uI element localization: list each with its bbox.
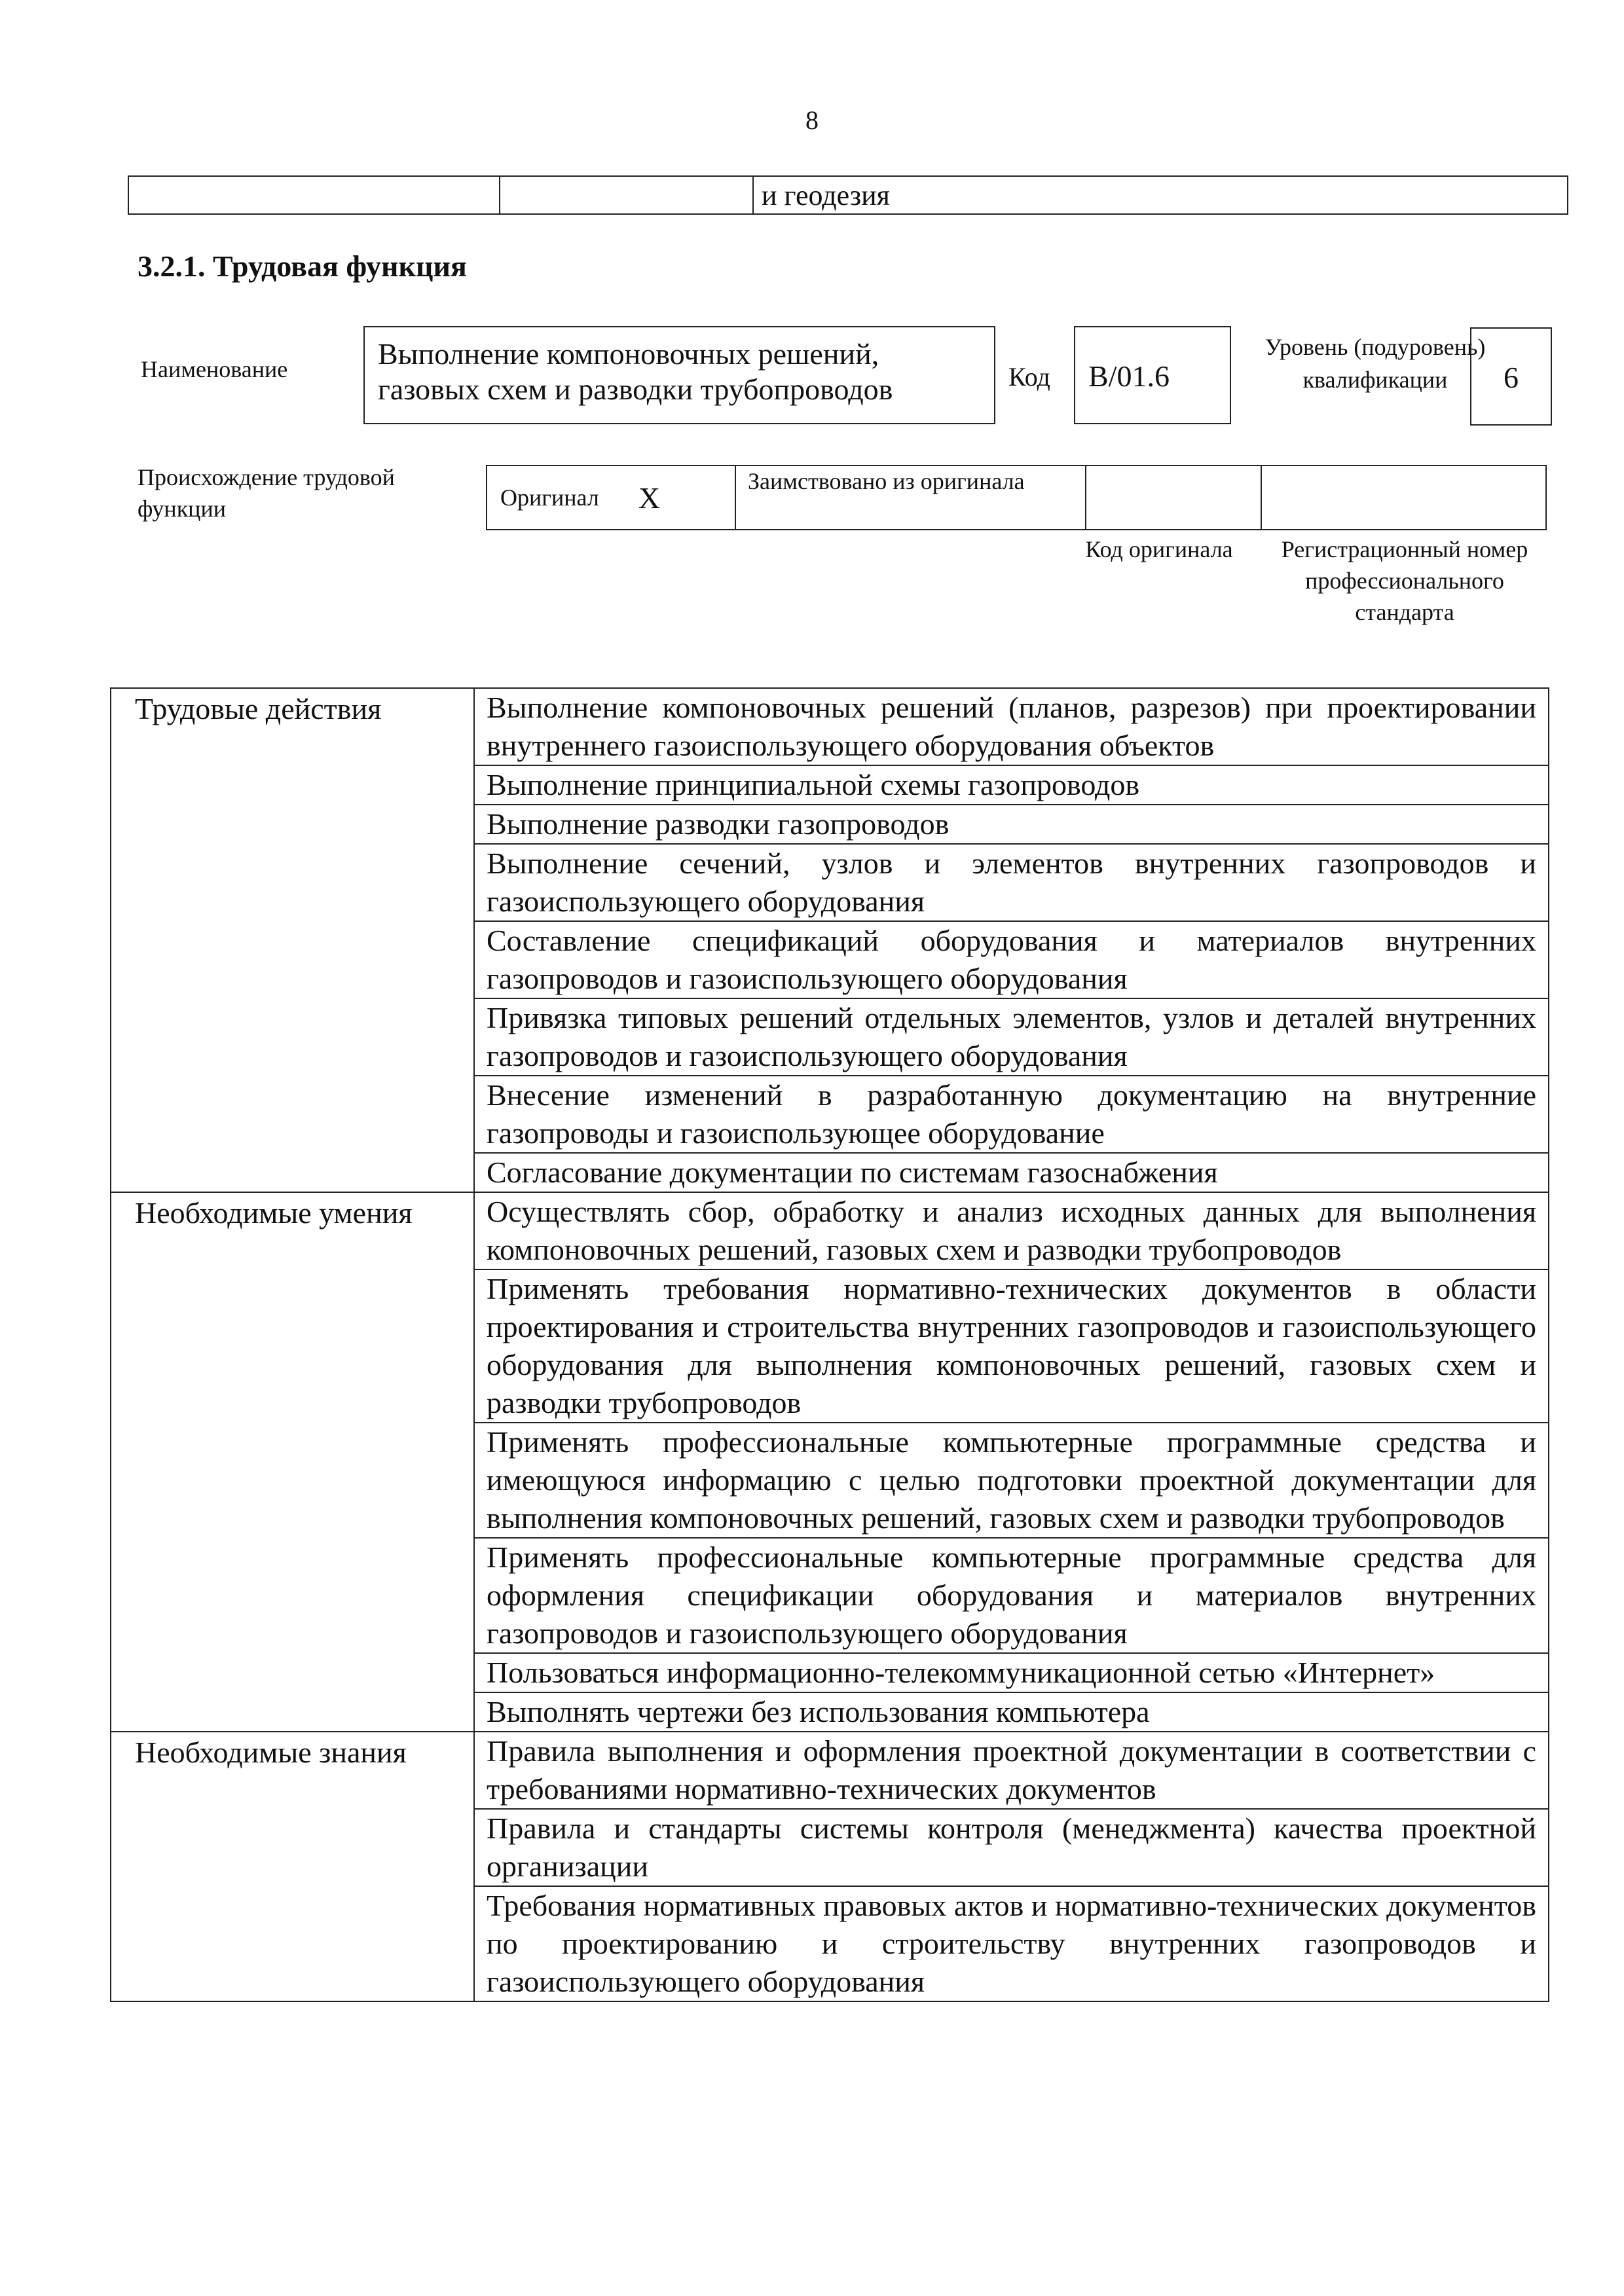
table-row (111, 1732, 1549, 1809)
registration-number-caption: Регистрационный номер профессионального стандарта (1281, 536, 1528, 625)
table-cell: Выполнение компоновочных решений (планов, разрезов) при проектировании внутреннего газоиспользующего оборудования объектов (474, 688, 1549, 765)
function-name-box: Выполнение компоновочных решений, газовых схем и разводки трубопроводов (363, 326, 995, 424)
table-cell: Применять профессиональные компьютерные программные средства для оформления спецификации оборудования и материалов внутренних газопроводов и газоиспользующего оборудования (474, 1538, 1549, 1653)
table-cell: Выполнять чертежи без использования компьютера (474, 1692, 1549, 1732)
original-mark: X (638, 481, 661, 515)
continuation-cell-3: и геодезия (762, 179, 890, 211)
category-labor-actions: Трудовые действия (111, 688, 474, 1192)
page-number: 8 (805, 105, 819, 135)
continuation-cell-1 (129, 177, 500, 213)
table-cell: Применять профессиональные компьютерные программные средства и имеющуюся информацию с целью подготовки проектной документации для выполнения компоновочных решений, газовых схем и разводки трубопроводов (474, 1423, 1549, 1538)
table-cell: Составление спецификаций оборудования и материалов внутренних газопроводов и газоиспользующего оборудования (474, 921, 1549, 998)
origin-reg-number-cell (1262, 466, 1545, 529)
name-label: Наименование (141, 356, 288, 382)
origin-original-cell (487, 466, 736, 529)
table-cell: Внесение изменений в разработанную документацию на внутренние газопроводы и газоиспользующее оборудование (474, 1076, 1549, 1153)
table-row (111, 1192, 1549, 1269)
labor-function-table (110, 687, 1549, 2002)
origin-table (486, 465, 1547, 530)
table-cell: Правила и стандарты системы контроля (менеджмента) качества проектной организации (474, 1809, 1549, 1886)
original-code-caption: Код оригинала (1085, 536, 1233, 562)
table-cell: Привязка типовых решений отдельных элементов, узлов и деталей внутренних газопроводов и газоиспользующего оборудования (474, 998, 1549, 1076)
table-row (111, 688, 1549, 765)
table-cell: Пользоваться информационно-телекоммуникационной сетью «Интернет» (474, 1653, 1549, 1692)
code-label: Код (1008, 362, 1050, 392)
origin-borrowed-cell: Заимствовано из оригинала (736, 466, 1086, 529)
function-code-box: В/01.6 (1074, 326, 1231, 424)
table-cell: Применять требования нормативно-технических документов в области проектирования и строительства внутренних газопроводов и газоиспользующего оборудования для выполнения компоновочных решений, газовых схем и разводки трубопроводов (474, 1269, 1549, 1423)
section-heading: 3.2.1. Трудовая функция (138, 249, 467, 283)
qualification-level-label: Уровень (подуровень) квалификации (1264, 334, 1486, 393)
table-cell: Выполнение принципиальной схемы газопроводов (474, 765, 1549, 805)
continuation-table-row (128, 175, 1568, 215)
category-required-skills: Необходимые умения (111, 1192, 474, 1732)
table-cell: Выполнение разводки газопроводов (474, 805, 1549, 844)
continuation-cell-2 (500, 177, 754, 213)
table-cell: Требования нормативных правовых актов и нормативно-технических документов по проектированию и строительству внутренних газопроводов и газоиспользующего оборудования (474, 1886, 1549, 2001)
table-cell: Осуществлять сбор, обработку и анализ исходных данных для выполнения компоновочных решений, газовых схем и разводки трубопроводов (474, 1192, 1549, 1269)
category-required-knowledge: Необходимые знания (111, 1732, 474, 2001)
origin-code-cell (1086, 466, 1262, 529)
original-label: Оригинал (500, 484, 599, 511)
table-cell: Согласование документации по системам газоснабжения (474, 1153, 1549, 1192)
table-cell: Выполнение сечений, узлов и элементов внутренних газопроводов и газоиспользующего оборудования (474, 844, 1549, 921)
qualification-level-box: 6 (1470, 327, 1552, 426)
origin-label: Происхождение трудовой функции (138, 464, 395, 522)
table-cell: Правила выполнения и оформления проектной документации в соответствии с требованиями нормативно-технических документов (474, 1732, 1549, 1809)
